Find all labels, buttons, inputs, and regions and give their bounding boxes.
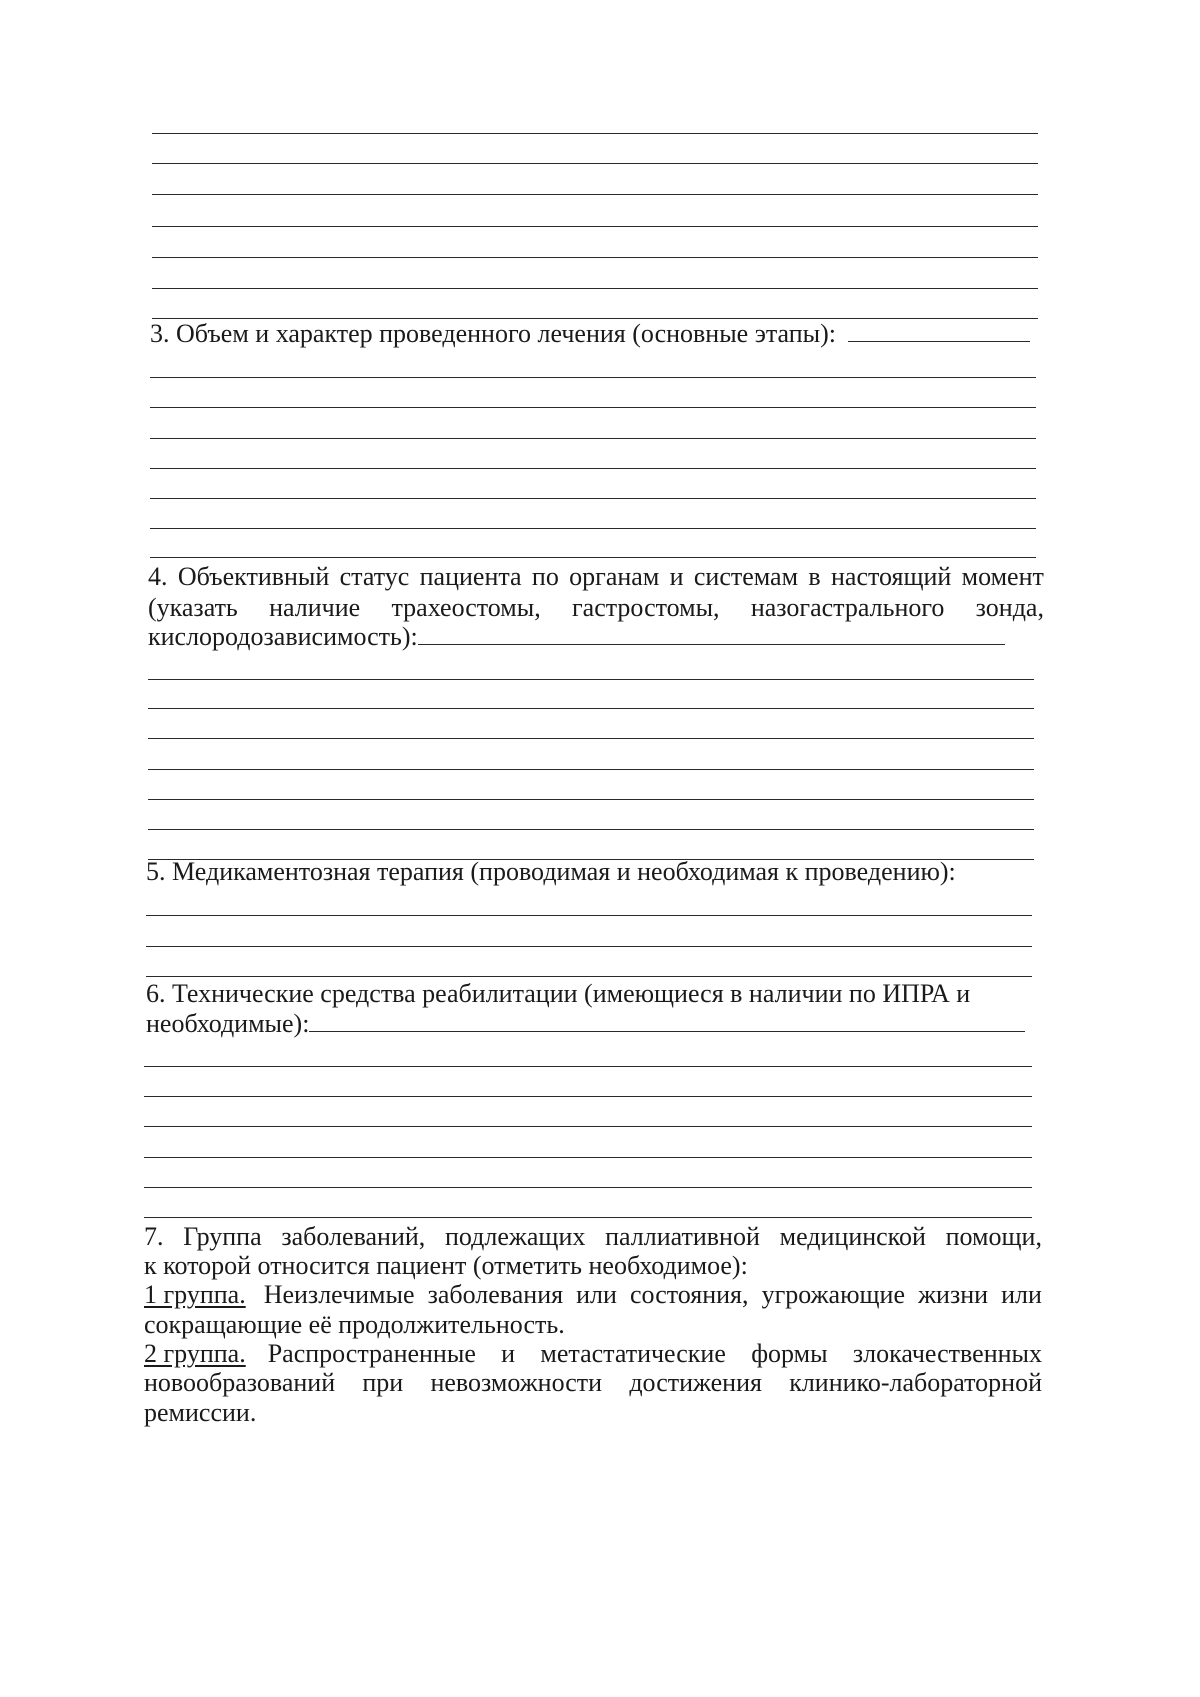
word: медицинской — [779, 1222, 926, 1251]
word: трахеостомы, — [391, 593, 541, 622]
word: настоящий — [830, 562, 952, 591]
section-6-line-1-text: 6. Технические средства реабилитации (имеющиеся в наличии по ИПРА и — [146, 979, 971, 1008]
section-4-line-3-text: кислородозависимость): — [148, 622, 418, 651]
answer-line[interactable] — [144, 1217, 1032, 1218]
section-4-line-1 — [148, 561, 1044, 593]
word: невозможности — [430, 1368, 603, 1397]
word: состояния, — [630, 1280, 749, 1309]
word: в — [808, 562, 821, 591]
word: 4. — [148, 562, 168, 591]
word: или — [576, 1280, 617, 1309]
word: статус — [339, 562, 410, 591]
section-7-line-2 — [144, 1250, 1042, 1282]
section-3-heading — [150, 318, 1040, 350]
section-5-heading-text: 5. Медикаментозная терапия (проводимая и необходимая к проведению): — [146, 857, 956, 886]
section-6-inline-field[interactable] — [309, 1009, 1025, 1032]
answer-line[interactable] — [150, 407, 1036, 408]
word: системам — [693, 562, 799, 591]
answer-line[interactable] — [144, 1096, 1032, 1097]
word: паллиативной — [605, 1222, 760, 1251]
answer-line[interactable] — [150, 377, 1036, 378]
answer-line[interactable] — [152, 257, 1038, 258]
group-1-line-1 — [144, 1279, 1042, 1311]
answer-line[interactable] — [148, 769, 1034, 770]
word: по — [531, 562, 559, 591]
word: формы — [751, 1339, 828, 1368]
word: наличие — [269, 593, 361, 622]
word: назогастрального — [750, 593, 945, 622]
answer-line[interactable] — [148, 738, 1034, 739]
group-2-line-2 — [144, 1367, 1042, 1399]
answer-line[interactable] — [150, 528, 1036, 529]
section-6-line-2-text: необходимые): — [146, 1009, 310, 1038]
section-7-line-1 — [144, 1221, 1042, 1253]
answer-line[interactable] — [146, 976, 1032, 977]
group-1-line-2-text: сокращающие её продолжительность. — [144, 1310, 565, 1339]
answer-line[interactable] — [144, 1066, 1032, 1067]
word: и — [669, 562, 684, 591]
word: гастростомы, — [572, 593, 720, 622]
word: подлежащих — [445, 1222, 586, 1251]
group-1-label: 1 группа. — [144, 1280, 246, 1309]
answer-line[interactable] — [146, 915, 1032, 916]
answer-line[interactable] — [152, 133, 1038, 134]
section-6-line-1 — [146, 978, 1026, 1010]
answer-line[interactable] — [144, 1157, 1032, 1158]
group-1-line-2 — [144, 1309, 1042, 1341]
answer-line[interactable] — [144, 1126, 1032, 1127]
group-2-line-1 — [144, 1338, 1042, 1370]
word: пациента — [419, 562, 522, 591]
word: (указать — [148, 593, 238, 622]
answer-line[interactable] — [152, 163, 1038, 164]
word: злокачественных — [852, 1339, 1042, 1368]
section-5-heading — [146, 856, 1026, 888]
answer-line[interactable] — [148, 679, 1034, 680]
answer-line[interactable] — [150, 498, 1036, 499]
word: метастатические — [540, 1339, 726, 1368]
word: при — [362, 1368, 404, 1397]
group-2-rest — [268, 1338, 1042, 1370]
word: достижения — [629, 1368, 762, 1397]
word: заболеваний, — [281, 1222, 426, 1251]
word: заболевания — [427, 1280, 564, 1309]
word: зонда, — [975, 593, 1044, 622]
group-2-label: 2 группа. — [144, 1339, 246, 1368]
answer-line[interactable] — [152, 226, 1038, 227]
answer-line[interactable] — [152, 288, 1038, 289]
section-4-line-3 — [148, 621, 1018, 653]
word: Распространенные — [267, 1339, 476, 1368]
word: Объективный — [177, 562, 330, 591]
answer-line[interactable] — [148, 799, 1034, 800]
word: 7. — [144, 1222, 164, 1251]
answer-line[interactable] — [148, 829, 1034, 830]
answer-line[interactable] — [144, 1187, 1032, 1188]
word: момент — [961, 562, 1044, 591]
word: Группа — [183, 1222, 262, 1251]
word: жизни — [918, 1280, 989, 1309]
section-3-heading-text: 3. Объем и характер проведенного лечения (основные этапы): — [150, 319, 837, 348]
word: помощи, — [945, 1222, 1042, 1251]
word: органам — [569, 562, 660, 591]
word: новообразований — [144, 1368, 336, 1397]
word: клинико-лабораторной — [789, 1368, 1042, 1397]
answer-line[interactable] — [148, 708, 1034, 709]
answer-line[interactable] — [150, 557, 1036, 558]
group-1-rest — [264, 1279, 1042, 1311]
word: и — [501, 1339, 516, 1368]
group-2-line-3 — [144, 1397, 1042, 1429]
group-2-line-3-text: ремиссии. — [144, 1398, 257, 1427]
section-4-inline-field[interactable] — [418, 622, 1005, 645]
word: Неизлечимые — [263, 1280, 415, 1309]
word: угрожающие — [761, 1280, 905, 1309]
section-7-line-2-text: к которой относится пациент (отметить необходимое): — [144, 1251, 748, 1280]
answer-line[interactable] — [146, 946, 1032, 947]
word: или — [1001, 1280, 1042, 1309]
answer-line[interactable] — [150, 438, 1036, 439]
section-3-inline-field[interactable] — [848, 319, 1030, 342]
answer-line[interactable] — [152, 194, 1038, 195]
section-4-line-2 — [148, 592, 1044, 624]
answer-line[interactable] — [150, 468, 1036, 469]
section-6-line-2 — [146, 1008, 1030, 1040]
